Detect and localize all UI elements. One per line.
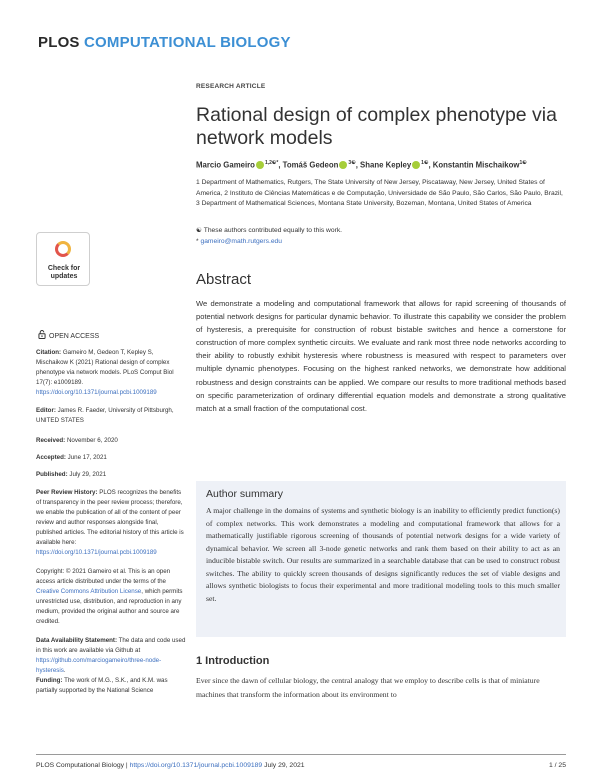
- funding-text: The work of M.G., S.K., and K.M. was partially supported by the National Science: [36, 677, 168, 694]
- journal-name-subject: COMPUTATIONAL BIOLOGY: [84, 34, 291, 51]
- author-name[interactable]: Shane Kepley: [360, 160, 412, 170]
- citation-label: Citation:: [36, 349, 62, 356]
- author-summary-heading: Author summary: [206, 488, 284, 500]
- accepted-label: Accepted:: [36, 454, 66, 461]
- accepted-date: June 17, 2021: [65, 454, 107, 461]
- corresponding-author-line: [196, 237, 566, 248]
- badge-line-1: Check for: [47, 265, 81, 272]
- email-link[interactable]: gameiro@math.rutgers.edu: [200, 237, 282, 245]
- citation-block: [36, 348, 186, 398]
- license-link[interactable]: Creative Commons Attribution License: [36, 588, 142, 595]
- abstract-heading: Abstract: [196, 271, 252, 288]
- footer-divider: [36, 754, 566, 755]
- author-affil-sup: 1☯: [519, 160, 527, 166]
- open-access-text: OPEN ACCESS: [49, 333, 100, 340]
- open-access-label: [38, 330, 99, 340]
- author-separator: ,: [278, 160, 283, 170]
- affiliations: 1 Department of Mathematics, Rutgers, The State University of New Jersey, Piscataway, New Jersey, United States of America, 2 Instituto de Ciências Matemáticas e de Computação, Universidade de São Paulo, São Carlos, São Paulo, Brazil, 3 Department of Mathematical Sciences, Montana State University, Bozeman, Montana, United States of America: [196, 179, 563, 207]
- author-summary-text: A major challenge in the domains of systems and synthetic biology is an inability to efficiently predict function(s) of complex networks. This work demonstrates a modeling and computational framework that allows for a mathematically justifiable rigorous screening of thousands of potential network designs for a wide variety of dynamical behavior. We screen all 3-node genetic networks and rank them based on their ability to act as an inducible bistable switch. Our results are summarized in a searchable database that can be used to construct robust switches. The ability to quickly screen thousands of designs significantly reduces the set of viable designs and allows synthetic biologists to focus their experimental and more traditional modeling tools to this much smaller set.: [206, 506, 560, 603]
- peer-review-text: PLOS recognizes the benefits of transparency in the peer review process; therefore, we enable the publication of all of the content of peer review and author responses alongside final, published articles. The editorial history of this article is available here:: [36, 489, 184, 546]
- copyright-text-end: , which permits unrestricted use, distribution, and reproduction in any medium, provided the original author and source are credited.: [36, 588, 183, 625]
- journal-name-plos: PLOS: [38, 34, 85, 51]
- footer-date: July 29, 2021: [262, 762, 305, 769]
- github-link[interactable]: https://github.com/marciogameiro/three-node-hysteresis: [36, 657, 162, 674]
- peer-review-block: [36, 488, 186, 558]
- editor-block: [36, 406, 186, 426]
- received-date: November 6, 2020: [65, 437, 118, 444]
- article-type: RESEARCH ARTICLE: [196, 83, 266, 90]
- introduction-text: Ever since the dawn of cellular biology, the central analogy that we employ to describe cells is that of miniature machines that transform the information about its environment to: [196, 676, 540, 699]
- open-lock-icon: [38, 330, 46, 339]
- copyright-block: [36, 567, 186, 627]
- data-availability-block: [36, 636, 186, 676]
- copyright-text: Copyright: © 2021 Gameiro et al. This is an open access article distributed under the terms of the: [36, 568, 171, 585]
- data-availability-label: Data Availability Statement:: [36, 637, 118, 644]
- funding-label: Funding:: [36, 677, 63, 684]
- published-block: [36, 470, 186, 480]
- data-availability-text: The data and code used in this work are available via Github at: [36, 637, 186, 654]
- author-list: [196, 160, 576, 170]
- orcid-icon[interactable]: [256, 161, 264, 169]
- page-footer: [36, 762, 305, 769]
- check-for-updates-badge[interactable]: [36, 232, 90, 286]
- orcid-icon[interactable]: [339, 161, 347, 169]
- author-affil-sup: 1☯: [421, 160, 429, 166]
- footer-doi-link[interactable]: https://doi.org/10.1371/journal.pcbi.1009189: [129, 762, 263, 769]
- received-block: [36, 436, 186, 446]
- refresh-icon: [55, 241, 71, 257]
- author-name[interactable]: Konstantin Mischaikow: [432, 160, 520, 170]
- funding-block: [36, 676, 186, 696]
- corresponding-marker: *: [196, 237, 201, 245]
- author-affil-sup: 3☯: [348, 160, 356, 166]
- author-name[interactable]: Marcio Gameiro: [196, 160, 255, 170]
- author-name[interactable]: Tomáš Gedeon: [282, 160, 339, 170]
- accepted-block: [36, 453, 186, 463]
- equal-contribution-note: ☯ These authors contributed equally to this work.: [196, 227, 343, 234]
- data-availability-end: .: [63, 667, 66, 674]
- page-number: 1 / 25: [548, 762, 566, 769]
- received-label: Received:: [36, 437, 66, 444]
- editor-label: Editor:: [36, 407, 56, 414]
- contribution-notes: [196, 226, 566, 247]
- citation-text: Gameiro M, Gedeon T, Kepley S, Mischaikow K (2021) Rational design of complex phenotype via network models. PLoS Comput Biol 17(7): e1009189.: [36, 349, 174, 386]
- peer-review-label: Peer Review History:: [36, 489, 98, 496]
- author-affil-sup: 1,2☯*: [264, 160, 279, 166]
- journal-masthead: [38, 34, 291, 51]
- published-date: July 29, 2021: [67, 471, 107, 478]
- abstract-text: We demonstrate a modeling and computational framework that allows for rapid screening of thousands of potential network designs for particular dynamic behavior. To illustrate this capability we consider the problem of hysteresis, a prerequisite for construction of robust bistable switches and hence a cornerstone for construction of more complex synthetic circuits. We evaluate and rank most three node networks according to their ability to robustly exhibit hysteresis where robustness is measured with respect to parameters over multiple dynamic phenotypes. Focusing on the highest ranked networks, we demonstrate how additional robustness and design constraints can be applied. We compare our results to more traditional methods based on specific parameterization of ordinary differential equation models and demonstrate a strong qualitative match at a small fraction of the computational cost.: [196, 299, 566, 413]
- badge-label: [37, 265, 91, 281]
- article-title: Rational design of complex phenotype via network models: [196, 104, 557, 149]
- editor-text: James R. Faeder, University of Pittsburgh, UNITED STATES: [36, 407, 174, 424]
- author-separator: ,: [428, 160, 433, 170]
- introduction-heading: 1 Introduction: [196, 655, 270, 667]
- badge-line-2: updates: [50, 273, 78, 280]
- author-separator: ,: [355, 160, 361, 170]
- citation-doi-link[interactable]: https://doi.org/10.1371/journal.pcbi.1009189: [36, 389, 157, 396]
- peer-review-link[interactable]: https://doi.org/10.1371/journal.pcbi.1009189: [36, 549, 157, 556]
- published-label: Published:: [36, 471, 68, 478]
- orcid-icon[interactable]: [412, 161, 420, 169]
- footer-journal: PLOS Computational Biology |: [36, 762, 130, 769]
